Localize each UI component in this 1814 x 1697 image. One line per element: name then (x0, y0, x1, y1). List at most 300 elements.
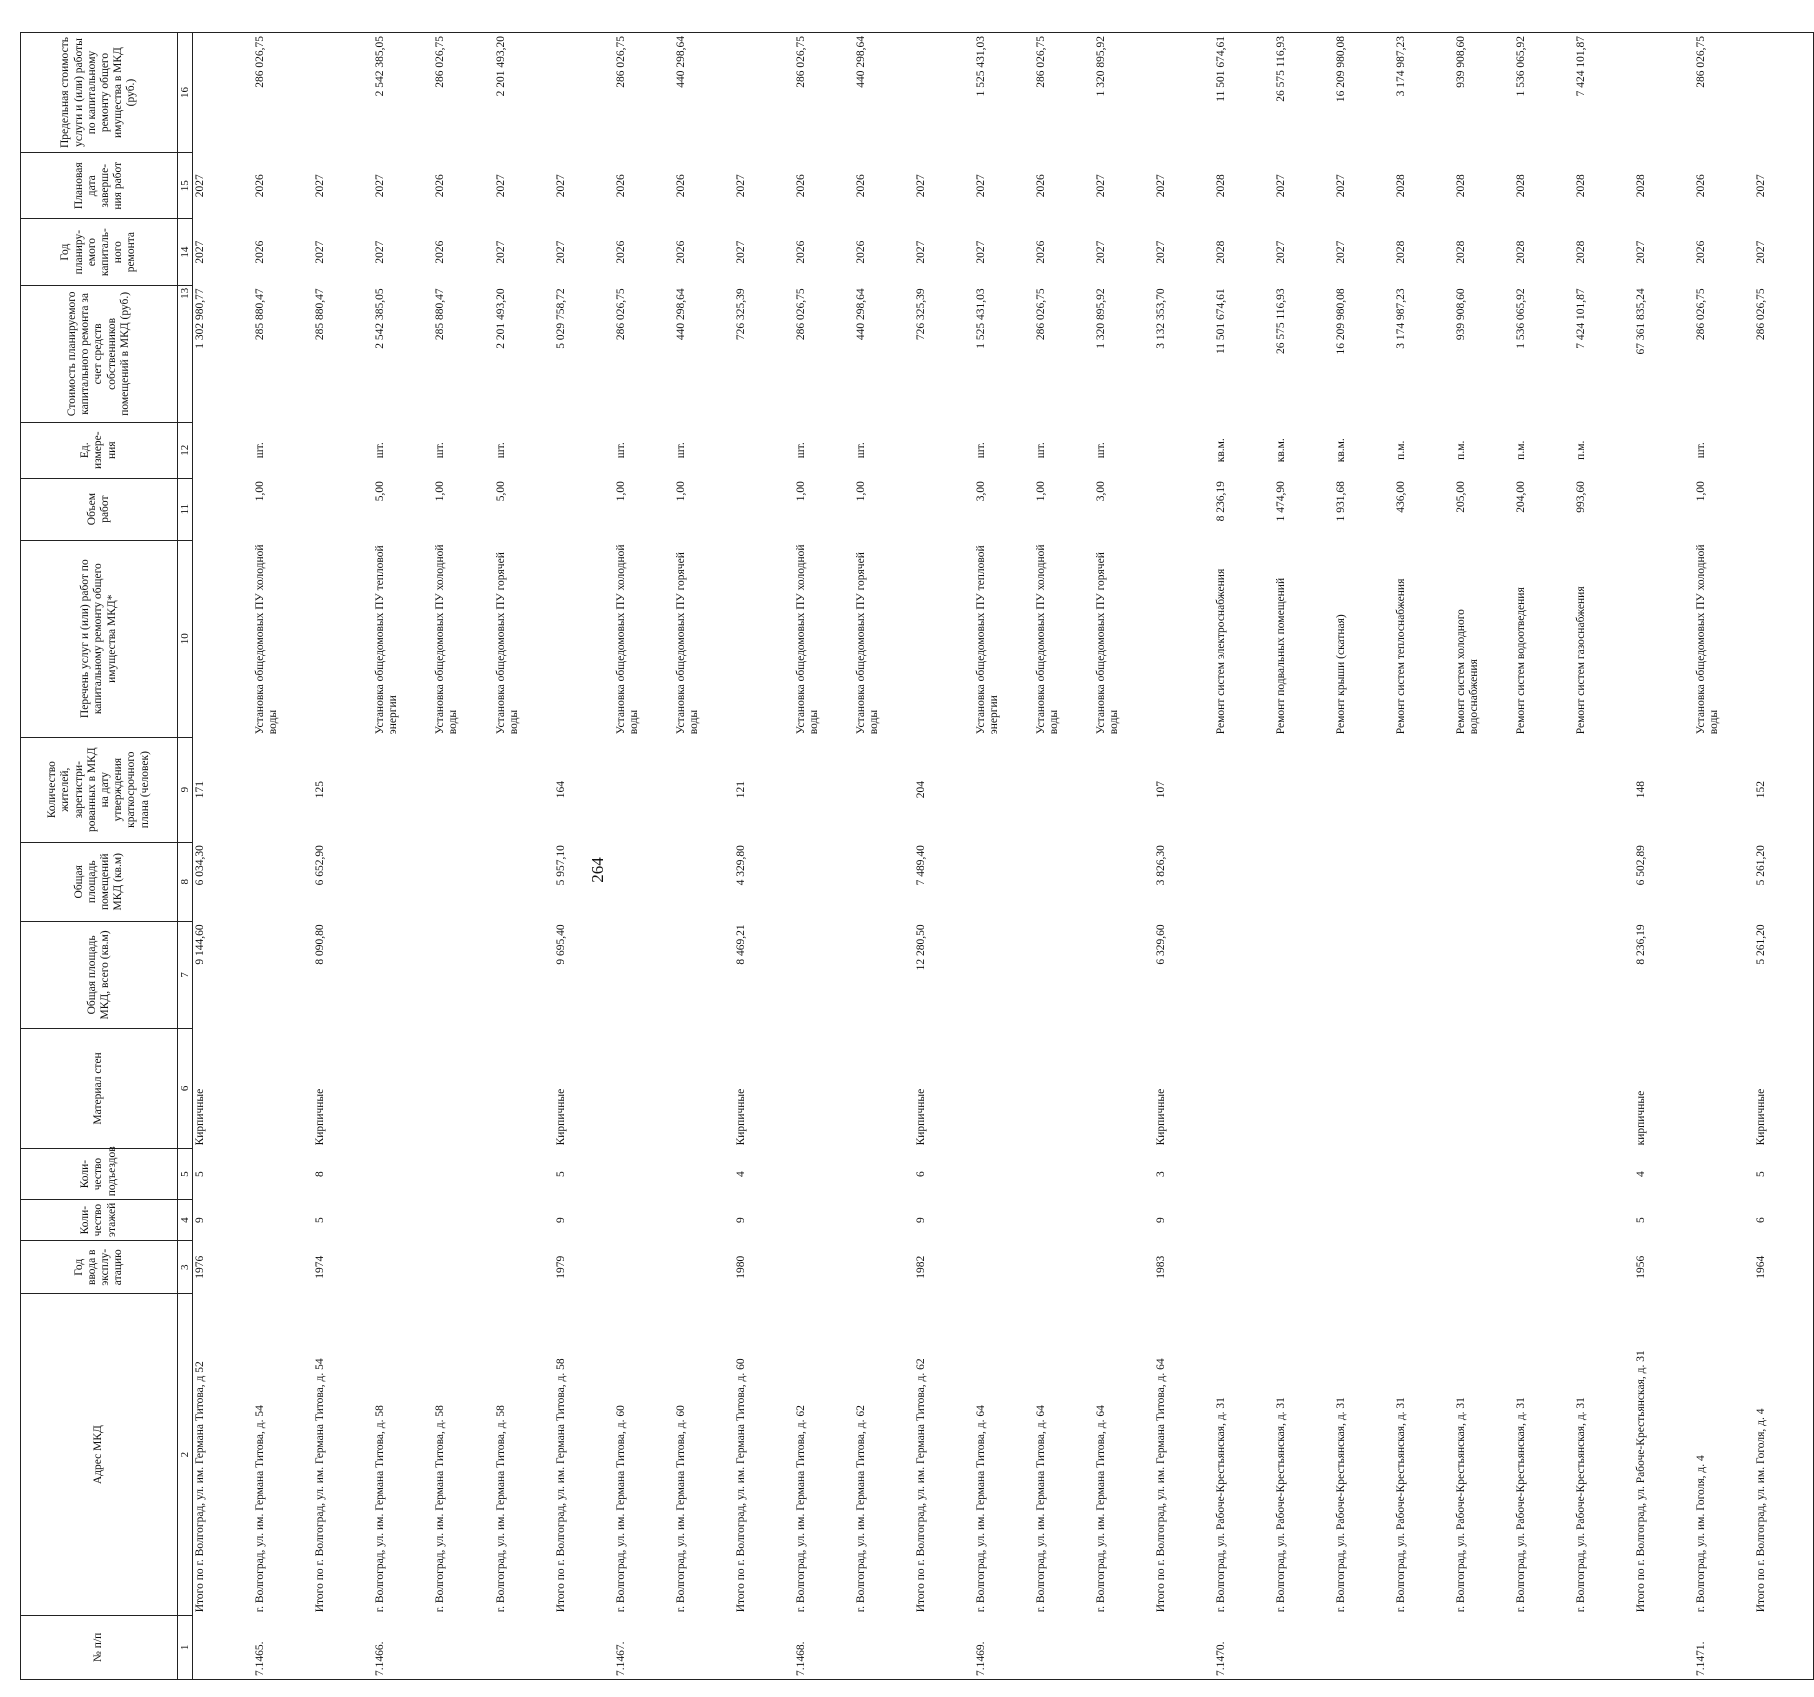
planned-cost-cell: 440 298,64 (674, 288, 687, 341)
table-row (854, 33, 914, 1680)
floor-count-cell (433, 1200, 494, 1241)
planned-year-cell: 2028 (1574, 240, 1587, 264)
floor-count-cell (1514, 1200, 1574, 1241)
premises-area-cell: 3 826,30 (1154, 845, 1167, 886)
completion-year-cell: 2027 (494, 174, 507, 198)
row-number-cell (494, 1615, 554, 1679)
total-area-cell (1334, 921, 1394, 1028)
table-row (914, 33, 974, 1680)
planned-year-cell: 2026 (253, 240, 266, 264)
column-header-9: Количество жителей, зарегистри-рованных в МКД на дату утверждения краткосрочного плана (человек) (21, 737, 178, 842)
unit-cell: шт. (854, 442, 867, 459)
premises-area-cell (614, 842, 674, 921)
table-row (974, 33, 1034, 1680)
work-volume-cell: 436,00 (1394, 481, 1407, 513)
max-cost-cell (193, 33, 253, 153)
floor-count-cell (674, 1200, 734, 1241)
max-cost-cell: 26 575 116,93 (1274, 33, 1334, 153)
floor-count-cell (373, 1200, 433, 1241)
unit-cell: п.м. (1454, 440, 1467, 460)
completion-year-cell: 2027 (313, 174, 326, 198)
commission-year-cell (253, 1240, 313, 1294)
max-cost-cell (554, 33, 614, 153)
max-cost-cell: 2 201 493,20 (494, 33, 554, 153)
commission-year-cell (1694, 1240, 1754, 1294)
entrance-count-cell (1214, 1148, 1274, 1199)
table-row (1094, 33, 1154, 1680)
work-description-cell: Ремонт крыши (скатная) (1334, 614, 1347, 735)
column-header-1: № п/п (21, 1615, 178, 1679)
table-row (1694, 33, 1754, 1680)
work-description-cell: Установка общедомовых ПУ холодной воды (433, 544, 459, 735)
unit-cell: шт. (614, 442, 627, 459)
wall-material-cell (614, 1028, 674, 1148)
row-number-cell (1154, 1615, 1214, 1679)
wall-material-cell: Кирпичные (1754, 1028, 1814, 1148)
column-header-12: Ед. измере-ния (21, 422, 178, 478)
completion-year-cell: 2027 (974, 174, 987, 198)
max-cost-cell: 440 298,64 (674, 33, 734, 153)
work-description-cell (313, 540, 373, 737)
table-row (1214, 33, 1274, 1680)
planned-cost-cell: 286 026,75 (794, 288, 807, 341)
wall-material-cell: Кирпичные (914, 1088, 927, 1146)
address-cell: Итого по г. Волгоград, ул. им. Гоголя, д. 4 (1754, 1294, 1814, 1615)
premises-area-cell (433, 842, 494, 921)
max-cost-cell: 286 026,75 (1034, 33, 1094, 153)
premises-area-cell: 4 329,80 (734, 845, 747, 886)
planned-year-cell: 2027 (1754, 219, 1814, 285)
work-volume-cell: 1,00 (614, 481, 627, 502)
unit-cell (1154, 422, 1214, 478)
commission-year-cell: 1979 (554, 1255, 567, 1279)
work-description-cell (1754, 540, 1814, 737)
unit-cell: шт. (253, 442, 266, 459)
planned-cost-cell: 285 880,47 (253, 288, 266, 341)
premises-area-cell (854, 842, 914, 921)
work-description-cell: Ремонт подвальных помещений (1274, 577, 1287, 735)
unit-cell: шт. (1034, 442, 1047, 459)
premises-area-cell (1094, 842, 1154, 921)
max-cost-cell (313, 33, 373, 153)
max-cost-cell: 3 174 987,23 (1394, 33, 1454, 153)
resident-count-cell: 164 (554, 781, 567, 799)
wall-material-cell (1574, 1028, 1634, 1148)
floor-count-cell: 5 (1634, 1217, 1647, 1223)
completion-year-cell: 2026 (1034, 174, 1047, 198)
max-cost-cell: 440 298,64 (854, 33, 914, 153)
address-cell: г. Волгоград, ул. Рабоче-Крестьянская, д. 31 (1394, 1397, 1407, 1613)
total-area-cell: 12 280,50 (914, 924, 927, 971)
max-cost-cell: 1 525 431,03 (974, 33, 1034, 153)
commission-year-cell: 1964 (1754, 1240, 1814, 1294)
work-volume-cell: 8 236,19 (1214, 481, 1227, 522)
commission-year-cell (1214, 1240, 1274, 1294)
unit-cell: шт. (1694, 442, 1707, 459)
work-description-cell (1154, 540, 1214, 737)
commission-year-cell: 1980 (734, 1255, 747, 1279)
total-area-cell (253, 921, 313, 1028)
work-volume-cell: 993,60 (1574, 481, 1587, 513)
max-cost-cell (734, 33, 794, 153)
planned-cost-cell: 1 536 065,92 (1514, 288, 1527, 349)
planned-cost-cell: 1 320 895,92 (1094, 288, 1107, 349)
planned-cost-cell: 16 209 980,08 (1334, 288, 1347, 355)
column-header-16: Предельная стоимость услуги и (или) работы по капитальному ремонту общего имущества в МКД (руб.) (21, 33, 178, 153)
column-number-4: 4 (178, 1200, 193, 1241)
premises-area-cell (373, 842, 433, 921)
completion-year-cell: 2027 (1754, 153, 1814, 219)
commission-year-cell: 1956 (1634, 1255, 1647, 1279)
unit-cell: п.м. (1514, 440, 1527, 460)
address-cell: г. Волгоград, ул. им. Германа Титова, д. 60 (674, 1405, 687, 1613)
planned-cost-cell: 1 302 980,77 (194, 288, 206, 349)
column-number-1: 1 (178, 1615, 193, 1679)
unit-cell (554, 422, 614, 478)
floor-count-cell: 9 (194, 1217, 206, 1223)
address-cell: г. Волгоград, ул. им. Германа Титова, д. 58 (373, 1405, 386, 1613)
unit-cell (734, 422, 794, 478)
wall-material-cell (1454, 1028, 1514, 1148)
column-number-6: 6 (178, 1028, 193, 1148)
entrance-count-cell: 3 (1154, 1171, 1167, 1177)
address-cell: г. Волгоград, ул. им. Германа Титова, д. 58 (433, 1405, 446, 1613)
resident-count-cell (1694, 737, 1754, 842)
work-description-cell: Ремонт систем газоснабжения (1574, 586, 1587, 735)
entrance-count-cell (674, 1148, 734, 1199)
total-area-cell (494, 921, 554, 1028)
floor-count-cell (253, 1200, 313, 1241)
planned-year-cell: 2027 (734, 240, 747, 264)
wall-material-cell (1034, 1028, 1094, 1148)
wall-material-cell (794, 1028, 854, 1148)
max-cost-cell: 286 026,75 (1694, 33, 1754, 153)
table-row (1334, 33, 1394, 1680)
column-header-13: Стоимость планируемого капитального ремонта за счет средств собственников помещений в МКД (руб.) (21, 285, 178, 422)
unit-cell: шт. (974, 442, 987, 459)
planned-year-cell: 2027 (313, 240, 326, 264)
unit-cell (193, 422, 253, 478)
floor-count-cell (1214, 1200, 1274, 1241)
planned-cost-cell: 2 542 385,05 (373, 288, 386, 349)
commission-year-cell (1274, 1240, 1334, 1294)
wall-material-cell: кирпичные (1634, 1090, 1647, 1146)
row-number-cell (674, 1615, 734, 1679)
table-row (313, 33, 373, 1680)
row-number-cell: 7.1470. (1214, 1615, 1274, 1679)
planned-year-cell: 2028 (1394, 240, 1407, 264)
row-number-cell (854, 1615, 914, 1679)
commission-year-cell (1454, 1240, 1514, 1294)
address-cell: г. Волгоград, ул. им. Германа Титова, д. 62 (854, 1405, 867, 1613)
total-area-cell: 9 144,60 (194, 924, 206, 965)
work-volume-cell: 204,00 (1514, 481, 1527, 513)
wall-material-cell (1694, 1028, 1754, 1148)
table-row (674, 33, 734, 1680)
unit-cell: п.м. (1574, 440, 1587, 460)
floor-count-cell (1334, 1200, 1394, 1241)
completion-year-cell: 2028 (1394, 174, 1407, 198)
planned-cost-cell: 285 880,47 (433, 288, 446, 341)
row-number-cell: 7.1465. (253, 1615, 313, 1679)
entrance-count-cell (253, 1148, 313, 1199)
table-row (1754, 33, 1814, 1680)
premises-area-cell (1034, 842, 1094, 921)
column-header-7: Общая площадь МКД, всего (кв.м) (21, 921, 178, 1028)
planned-year-cell: 2026 (854, 240, 867, 264)
planned-cost-cell: 286 026,75 (1694, 288, 1707, 341)
wall-material-cell: Кирпичные (554, 1088, 567, 1146)
resident-count-cell (674, 737, 734, 842)
total-area-cell (1034, 921, 1094, 1028)
resident-count-cell: 204 (914, 781, 927, 799)
total-area-cell (974, 921, 1034, 1028)
entrance-count-cell: 4 (734, 1171, 747, 1177)
address-cell: г. Волгоград, ул. им. Гоголя, д. 4 (1694, 1455, 1707, 1613)
work-volume-cell: 5,00 (494, 481, 507, 502)
work-volume-cell: 3,00 (1094, 481, 1107, 502)
commission-year-cell (1094, 1240, 1154, 1294)
resident-count-cell (433, 737, 494, 842)
column-number-5: 5 (178, 1148, 193, 1199)
max-cost-cell: 1 536 065,92 (1514, 33, 1574, 153)
address-cell: Итого по г. Волгоград, ул. им. Германа Титова, д. 60 (734, 1358, 747, 1613)
table-row (734, 33, 794, 1680)
row-number-cell (1454, 1615, 1514, 1679)
resident-count-cell: 125 (313, 781, 326, 799)
address-cell: г. Волгоград, ул. им. Германа Титова, д. 60 (614, 1405, 627, 1613)
planned-year-cell: 2027 (373, 240, 386, 264)
commission-year-cell (854, 1240, 914, 1294)
premises-area-cell (1334, 842, 1394, 921)
row-number-cell (1634, 1615, 1694, 1679)
column-header-15: Плановая дата заверше-ния работ (21, 153, 178, 219)
resident-count-cell (373, 737, 433, 842)
planned-cost-cell: 3 132 353,70 (1154, 288, 1167, 349)
completion-year-cell: 2026 (1694, 174, 1707, 198)
capital-repair-table (20, 32, 1814, 1680)
work-volume-cell: 205,00 (1454, 481, 1467, 513)
total-area-cell (433, 921, 494, 1028)
address-cell: г. Волгоград, ул. им. Германа Титова, д. 64 (974, 1405, 987, 1613)
column-header-14: Год планиру-емого капиталь-ного ремонта (21, 219, 178, 285)
work-description-cell (914, 540, 974, 737)
total-area-cell: 6 329,60 (1154, 924, 1167, 965)
wall-material-cell (1334, 1028, 1394, 1148)
entrance-count-cell (1334, 1148, 1394, 1199)
work-volume-cell (1154, 478, 1214, 540)
premises-area-cell (1514, 842, 1574, 921)
resident-count-cell (1394, 737, 1454, 842)
completion-year-cell: 2026 (794, 174, 807, 198)
unit-cell: кв.м. (1214, 438, 1227, 463)
max-cost-cell: 286 026,75 (614, 33, 674, 153)
commission-year-cell (1034, 1240, 1094, 1294)
planned-cost-cell: 286 026,75 (1754, 285, 1814, 422)
completion-year-cell: 2028 (1214, 174, 1227, 198)
planned-cost-cell: 5 029 758,72 (554, 288, 567, 349)
planned-cost-cell: 726 325,39 (734, 288, 747, 341)
floor-count-cell: 9 (734, 1217, 747, 1223)
wall-material-cell (494, 1028, 554, 1148)
column-header-2: Адрес МКД (21, 1294, 178, 1615)
table-row (1454, 33, 1514, 1680)
max-cost-cell (914, 33, 974, 153)
address-cell: Итого по г. Волгоград, ул. им. Германа Титова, д 52 (194, 1361, 206, 1613)
total-area-cell (854, 921, 914, 1028)
table-row (1394, 33, 1454, 1680)
work-description-cell (1634, 540, 1694, 737)
completion-year-cell: 2027 (1274, 174, 1287, 198)
work-description-cell: Ремонт систем водоотведения (1514, 587, 1527, 735)
column-number-10: 10 (178, 540, 193, 737)
max-cost-cell: 16 209 980,08 (1334, 33, 1394, 153)
entrance-count-cell: 4 (1634, 1171, 1647, 1177)
total-area-cell (1514, 921, 1574, 1028)
premises-area-cell (1394, 842, 1454, 921)
premises-area-cell: 6 034,30 (194, 845, 206, 886)
resident-count-cell (1514, 737, 1574, 842)
resident-count-cell (1454, 737, 1514, 842)
floor-count-cell: 6 (1754, 1200, 1814, 1241)
completion-year-cell: 2027 (1094, 174, 1107, 198)
premises-area-cell: 5 261,20 (1754, 842, 1814, 921)
planned-year-cell: 2028 (1214, 240, 1227, 264)
column-number-14: 14 (178, 219, 193, 285)
planned-year-cell: 2026 (1034, 240, 1047, 264)
table-row (1034, 33, 1094, 1680)
resident-count-cell: 171 (194, 781, 206, 799)
table-row (1154, 33, 1214, 1680)
column-header-8: Общая площадь помещений МКД (кв.м) (21, 842, 178, 921)
planned-cost-cell: 285 880,47 (313, 288, 326, 341)
premises-area-cell (253, 842, 313, 921)
work-description-cell: Установка общедомовых ПУ горячей воды (854, 552, 880, 735)
work-description-cell: Установка общедомовых ПУ холодной воды (253, 544, 279, 735)
max-cost-cell (1154, 33, 1214, 153)
planned-cost-cell: 286 026,75 (1034, 288, 1047, 341)
column-number-9: 9 (178, 737, 193, 842)
work-description-cell: Установка общедомовых ПУ горячей воды (1094, 552, 1120, 735)
table-row (193, 33, 253, 1680)
premises-area-cell: 5 957,10 (554, 845, 567, 886)
completion-year-cell: 2028 (1634, 174, 1647, 198)
resident-count-cell (1034, 737, 1094, 842)
work-description-cell: Установка общедомовых ПУ холодной воды (1034, 544, 1060, 735)
address-cell: г. Волгоград, ул. Рабоче-Крестьянская, д. 31 (1514, 1397, 1527, 1613)
max-cost-cell: 7 424 101,87 (1574, 33, 1634, 153)
completion-year-cell: 2028 (1514, 174, 1527, 198)
total-area-cell (794, 921, 854, 1028)
entrance-count-cell: 8 (313, 1171, 326, 1177)
commission-year-cell (1574, 1240, 1634, 1294)
planned-year-cell: 2027 (1334, 240, 1347, 264)
unit-cell: кв.м. (1274, 438, 1287, 463)
entrance-count-cell (1034, 1148, 1094, 1199)
row-number-cell (554, 1615, 614, 1679)
row-number-cell (1754, 1615, 1814, 1679)
work-description-cell: Ремонт систем холодного водоснабжения (1454, 609, 1480, 735)
address-cell: г. Волгоград, ул. Рабоче-Крестьянская, д. 31 (1214, 1397, 1227, 1613)
wall-material-cell (1214, 1028, 1274, 1148)
max-cost-cell: 2 542 385,05 (373, 33, 433, 153)
entrance-count-cell: 5 (1754, 1148, 1814, 1199)
work-volume-cell: 1,00 (854, 481, 867, 502)
completion-year-cell: 2026 (674, 174, 687, 198)
work-description-cell: Установка общедомовых ПУ холодной воды (794, 544, 820, 735)
total-area-cell: 5 261,20 (1754, 921, 1814, 1028)
completion-year-cell: 2027 (1334, 174, 1347, 198)
wall-material-cell (1094, 1028, 1154, 1148)
planned-cost-cell: 440 298,64 (854, 288, 867, 341)
completion-year-cell: 2027 (1154, 174, 1167, 198)
completion-year-cell: 2027 (373, 174, 386, 198)
row-number-cell (914, 1615, 974, 1679)
column-number-7: 7 (178, 921, 193, 1028)
completion-year-cell: 2026 (253, 174, 266, 198)
floor-count-cell (854, 1200, 914, 1241)
unit-cell (914, 422, 974, 478)
table-row (253, 33, 313, 1680)
table-row (1274, 33, 1334, 1680)
work-volume-cell (734, 478, 794, 540)
row-number-cell (1514, 1615, 1574, 1679)
total-area-cell (1694, 921, 1754, 1028)
floor-count-cell (1694, 1200, 1754, 1241)
premises-area-cell: 7 489,40 (914, 845, 927, 886)
work-volume-cell: 1 474,90 (1274, 481, 1287, 522)
rotated-table-container (20, 32, 1767, 1680)
row-number-cell: 7.1468. (794, 1615, 854, 1679)
row-number-cell (433, 1615, 494, 1679)
floor-count-cell (494, 1200, 554, 1241)
completion-year-cell: 2027 (914, 174, 927, 198)
unit-cell: шт. (674, 442, 687, 459)
work-volume-cell: 1,00 (1694, 481, 1707, 502)
table-row (1514, 33, 1574, 1680)
planned-year-cell: 2027 (1094, 240, 1107, 264)
row-number-cell (1094, 1615, 1154, 1679)
resident-count-cell: 152 (1754, 737, 1814, 842)
unit-cell: шт. (794, 442, 807, 459)
premises-area-cell (1214, 842, 1274, 921)
max-cost-cell: 286 026,75 (253, 33, 313, 153)
max-cost-cell: 286 026,75 (794, 33, 854, 153)
planned-cost-cell: 67 361 835,24 (1634, 288, 1647, 355)
address-cell: г. Волгоград, ул. им. Германа Титова, д. 64 (1034, 1405, 1047, 1613)
work-description-cell: Установка общедомовых ПУ холодной воды (1694, 544, 1720, 735)
total-area-cell (1214, 921, 1274, 1028)
wall-material-cell (253, 1028, 313, 1148)
total-area-cell: 8 090,80 (313, 924, 326, 965)
planned-year-cell: 2027 (974, 240, 987, 264)
floor-count-cell (1394, 1200, 1454, 1241)
work-volume-cell (554, 478, 614, 540)
column-number-8: 8 (178, 842, 193, 921)
address-cell: Итого по г. Волгоград, ул. им. Германа Титова, д. 54 (313, 1358, 326, 1613)
row-number-cell: 7.1469. (974, 1615, 1034, 1679)
entrance-count-cell (1574, 1148, 1634, 1199)
work-volume-cell: 1,00 (674, 481, 687, 502)
table-row (494, 33, 554, 1680)
column-number-12: 12 (178, 422, 193, 478)
wall-material-cell (974, 1028, 1034, 1148)
floor-count-cell (1574, 1200, 1634, 1241)
max-cost-cell (1634, 33, 1694, 153)
column-number-2: 2 (178, 1294, 193, 1615)
row-number-cell (193, 1615, 253, 1679)
total-area-cell (1394, 921, 1454, 1028)
